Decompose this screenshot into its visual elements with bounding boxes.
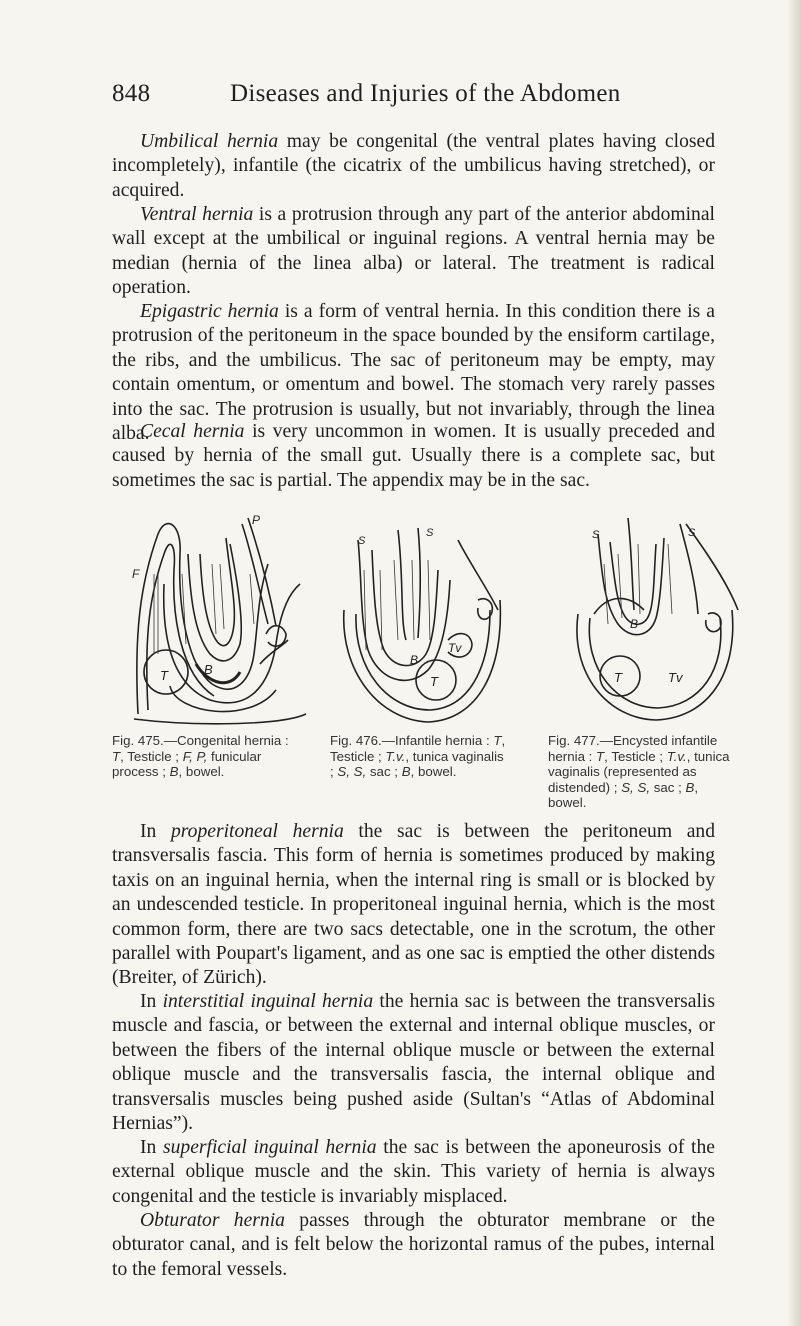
figure-475-illustration (130, 514, 310, 726)
figure-475-label-t: T (160, 668, 168, 683)
figure-477-label-b: B (630, 617, 639, 631)
figure-477-illustration (568, 514, 744, 724)
paragraph-text: is a form of ventral hernia. In this condition there is a protrusion of the peritoneum in the space bounded by the ensiform cartilage, the ribs, and the umbilicus. The sac of peritoneum may be empty, may contain omentum, or omentum and bowel. The stomach very rarely passes into the sac. The protrusion is usually, but not invariably, through the linea alba. (112, 301, 715, 445)
figure-476-label-t: T (430, 674, 438, 689)
paragraph-text: is a protrusion through any part of the anterior abdominal wall except at the umbilical or inguinal regions. A ventral hernia may be median (hernia of the linea alba) or lateral. The treatment is radical operation. (112, 204, 715, 299)
paragraph-text: the hernia sac is between the transversalis muscle and fascia, or between the external and internal oblique muscles, or between the fibers of the internal oblique muscle or between the external oblique muscle and the transversalis fascia, the internal oblique and transversalis muscles being pushed aside (Sultan's “Atlas of Abdominal Hernias”). (112, 991, 715, 1135)
paragraph-obturator-hernia (112, 1209, 715, 1282)
figure-475-label-f: F (132, 567, 140, 581)
paragraph-properitoneal-hernia: In properitoneal hernia the sac is between the peritoneum and transversalis fascia. This form of hernia is sometimes produced by making taxis on an inguinal hernia, when the internal ring is small or is blocked by an undescended testicle. In properitoneal inguinal hernia, which is the most common form, there are two sacs detectable, one in the scrotum, the other parallel with Poupart's ligament, and as one sac is emptied the other distends (Breiter, of Zürich). (112, 821, 715, 989)
figure-475-label-p: P (252, 514, 261, 527)
term-umbilical-hernia: Umbilical hernia (140, 131, 279, 152)
figure-475-caption: Fig. 475.—Congenital hernia : T, Testicle ; F, P, funicular process ; B, bowel. (112, 733, 289, 779)
figure-477-label-s-right: S (688, 527, 696, 539)
paragraph-cecal-hernia (112, 420, 715, 493)
figure-476-caption: Fig. 476.—Infantile hernia : T, Testicle ; T.v., tunica vaginalis ; S, S, sac ; B, bowel. (330, 733, 506, 779)
running-title: Diseases and Injuries of the Abdomen (230, 80, 621, 107)
page-edge (787, 0, 801, 1326)
page-number: 848 (112, 80, 151, 107)
paragraph-interstitial-hernia: In interstitial inguinal hernia the hernia sac is between the transversalis muscle and fascia, or between the external and internal oblique muscles, or between the fibers of the internal oblique muscle or between the external oblique muscle and the transversalis fascia, the internal oblique and transversalis muscles being pushed aside (Sultan's “Atlas of Abdominal Hernias”). (112, 991, 715, 1135)
paragraph-text: the sac is between the peritoneum and transversalis fascia. This form of hernia is sometimes produced by making taxis on an inguinal hernia, when the internal ring is small or is blocked by an undescended testicle. In properitoneal inguinal hernia, which is the most common form, there are two sacs detectable, one in the scrotum, the other parallel with Poupart's ligament, and as one sac is emptied the other distends (Breiter, of Zürich). (112, 821, 715, 989)
term-interstitial-hernia: interstitial inguinal hernia (162, 991, 374, 1012)
paragraph-text: is very uncommon in women. It is usually preceded and caused by hernia of the small gut. Usually there is a complete sac, but sometimes the sac is partial. The appendix may be in the sac. (112, 421, 715, 491)
paragraph-text: may be congenital (the ventral plates having closed incompletely), infantile (the cicatrix of the umbilicus having stretched), or acquired. (112, 131, 715, 201)
page-header (112, 80, 712, 108)
figure-477-label-tv: Tv (668, 670, 683, 685)
figure-476-label-tv: Tv (448, 641, 462, 655)
figure-476-illustration (338, 520, 506, 724)
paragraph-superficial-hernia: In superficial inguinal hernia the sac is between the aponeurosis of the external oblique muscle and the skin. This variety of hernia is always congenital and the testicle is invariably misplaced. (112, 1137, 715, 1207)
figure-477-label-s-left: S (592, 529, 600, 541)
figure-477-label-t: T (614, 670, 622, 685)
term-superficial-hernia: superficial inguinal hernia (162, 1137, 377, 1158)
term-obturator-hernia: Obturator hernia (140, 1210, 285, 1231)
paragraph-ventral-hernia (112, 203, 715, 301)
paragraph-umbilical-hernia (112, 130, 715, 203)
term-properitoneal-hernia: properitoneal hernia (170, 821, 344, 842)
figure-476-label-b: B (410, 653, 419, 667)
term-epigastric-hernia: Epigastric hernia (140, 301, 279, 322)
figure-475-label-b: B (204, 662, 213, 677)
figure-477-caption: Fig. 477.—Encysted infantile hernia : T, Testicle ; T.v., tunica vaginalis (represented as distended) ; S, S, sac ; B, bowel. (548, 733, 730, 810)
paragraph-text: passes through the obturator membrane or the obturator canal, and is felt below the horizontal ramus of the pubes, internal to the femoral vessels. (112, 1210, 716, 1280)
term-ventral-hernia: Ventral hernia (140, 204, 254, 225)
figure-476-label-s-right: S (426, 527, 434, 539)
figure-476-label-s-left: S (358, 535, 366, 547)
paragraph-text: the sac is between the aponeurosis of the external oblique muscle and the skin. This variety of hernia is always congenital and the testicle is invariably misplaced. (112, 1137, 715, 1207)
term-cecal-hernia: Cecal hernia (140, 421, 245, 442)
